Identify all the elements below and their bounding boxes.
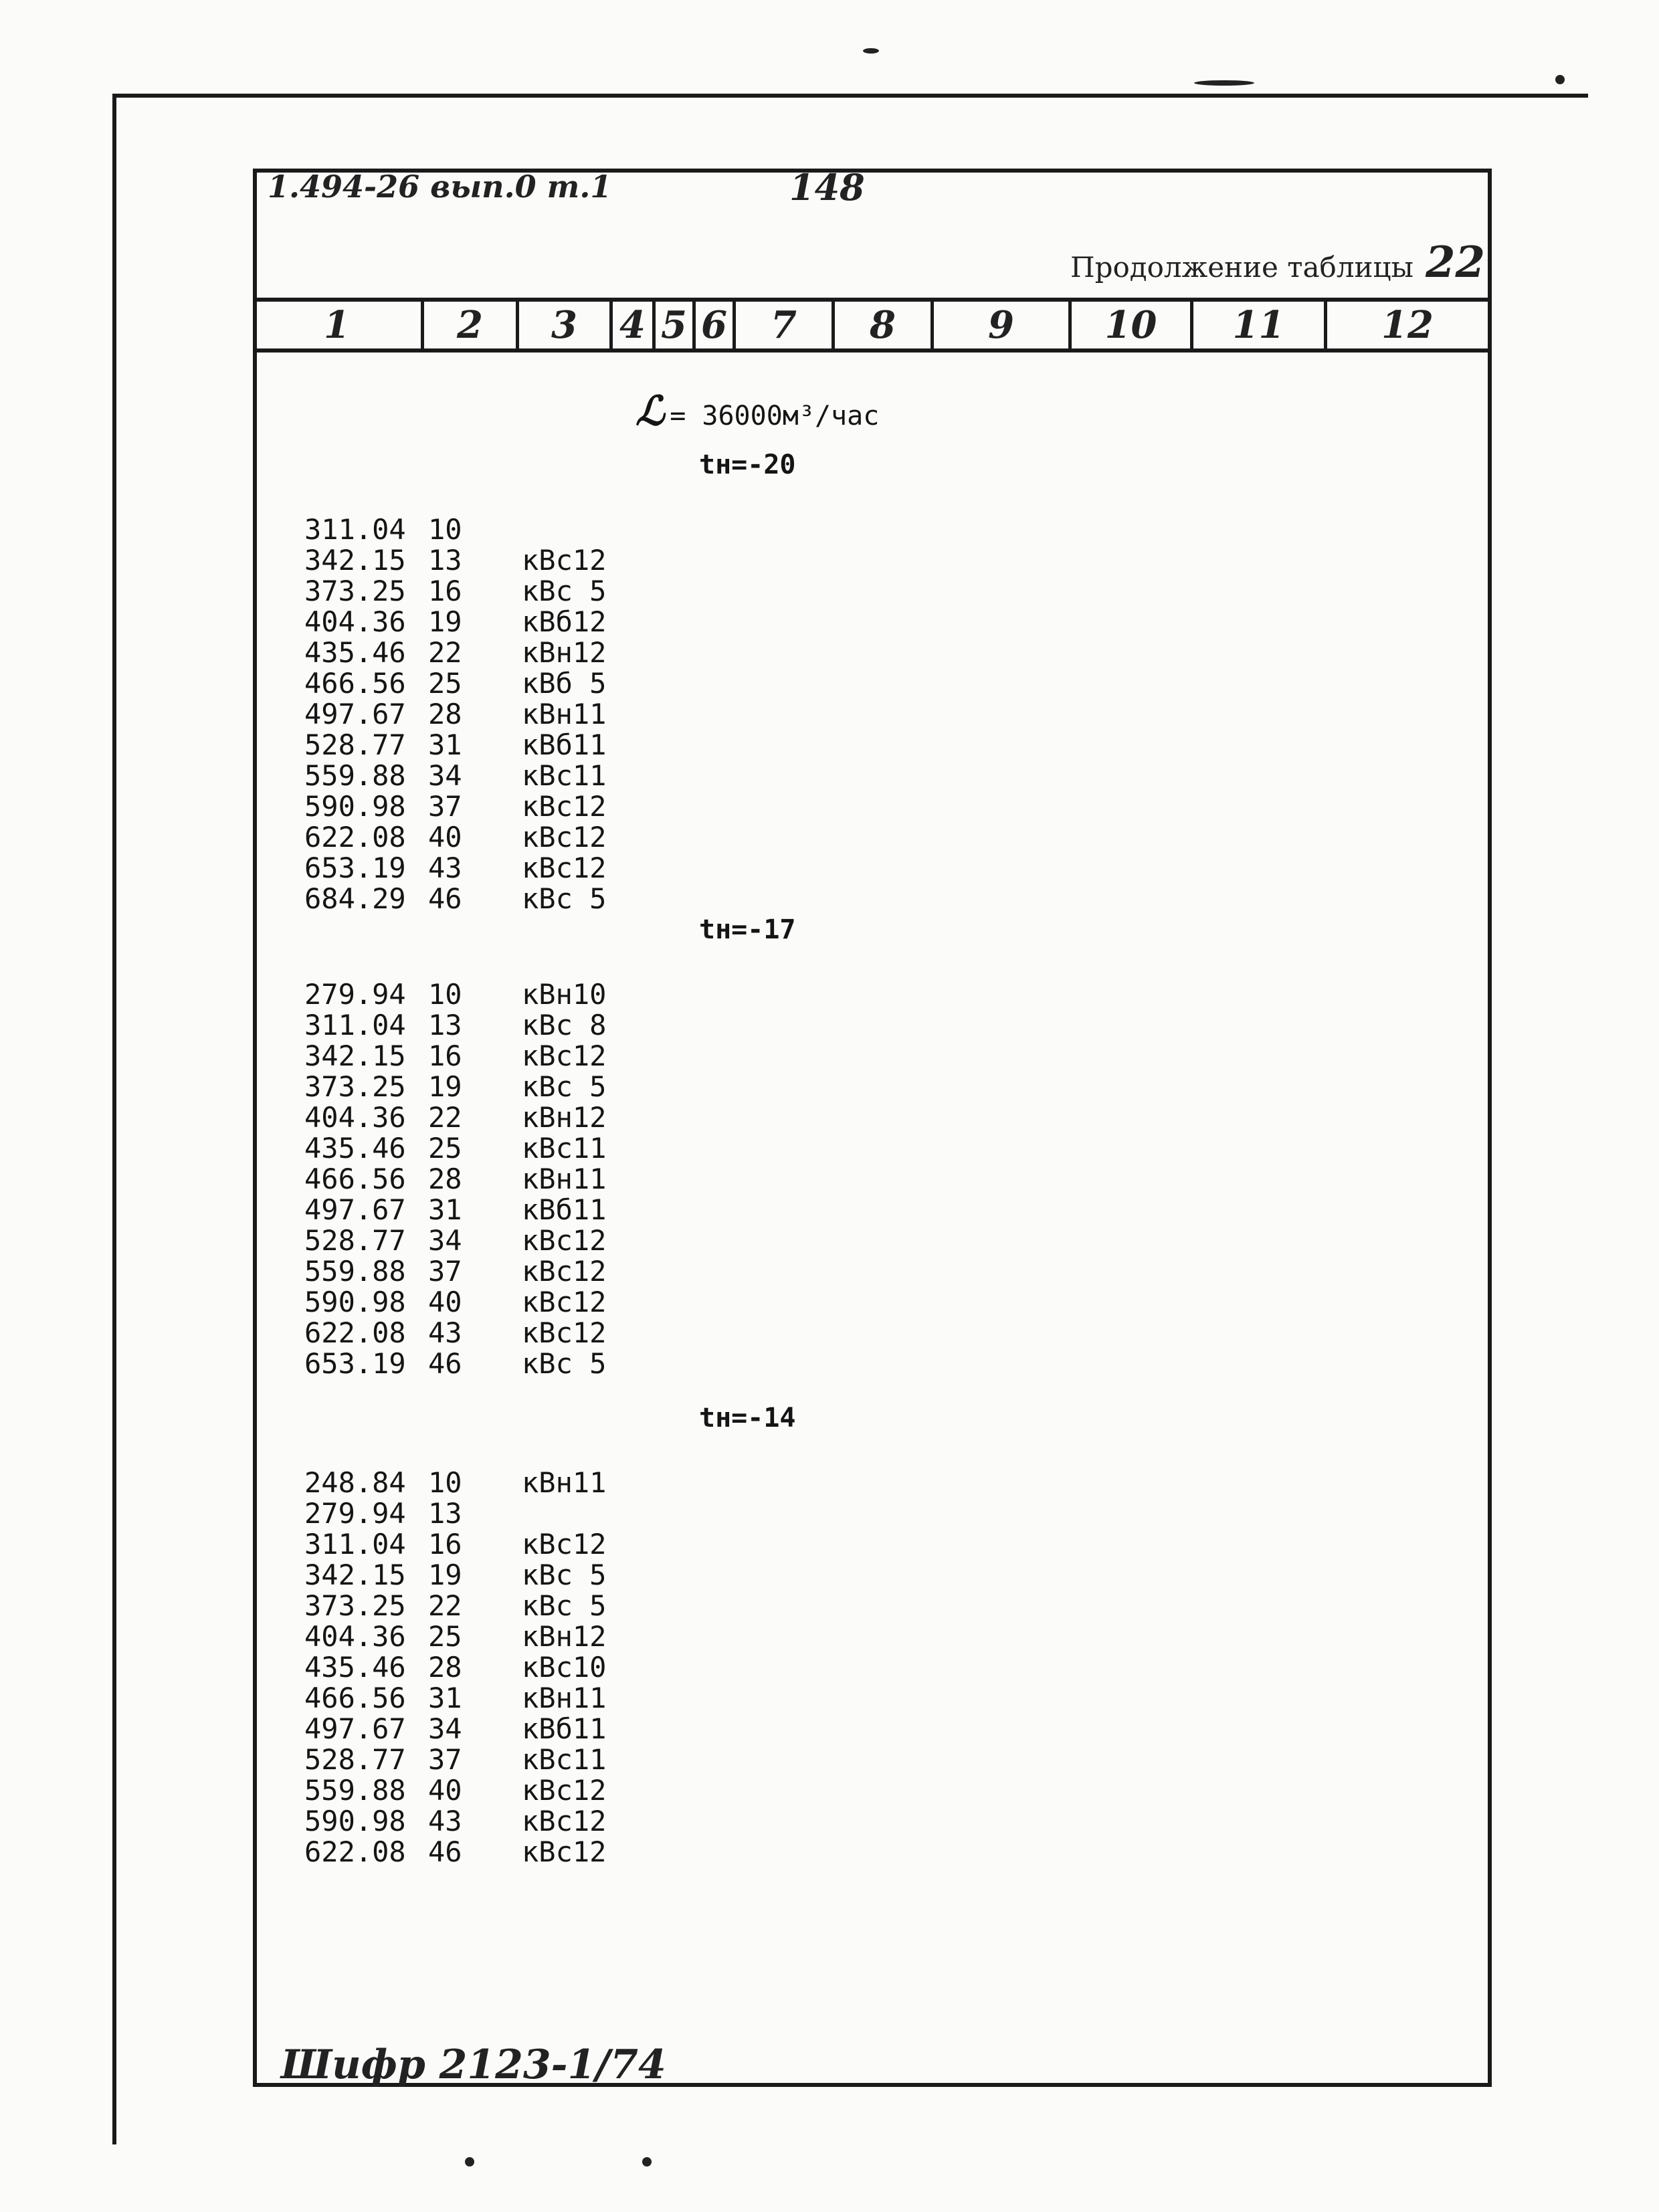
- table-cell: кВб12: [522, 605, 607, 638]
- table-cell: кВн12: [522, 1620, 607, 1653]
- table-cell: 25: [428, 1132, 462, 1165]
- table-cell: кВс 5: [522, 1070, 607, 1103]
- table-cell: 43: [428, 851, 462, 884]
- table-cell: 653.19: [304, 851, 406, 884]
- table-cell: кВс 5: [522, 1559, 607, 1591]
- table-cell: 466.56: [304, 667, 406, 700]
- table-cell: 10: [428, 1466, 462, 1499]
- table-cell: кВс12: [522, 790, 607, 823]
- table-cell: 559.88: [304, 1774, 406, 1807]
- table-cell: 528.77: [304, 1224, 406, 1257]
- table-cell: кВс12: [522, 1805, 607, 1837]
- table-cell: 46: [428, 1835, 462, 1868]
- table-cell: 34: [428, 1712, 462, 1745]
- table-cell: 404.36: [304, 1620, 406, 1653]
- table-cell: кВс12: [522, 1224, 607, 1257]
- table-cell: 404.36: [304, 605, 406, 638]
- column-header: 6: [696, 302, 736, 348]
- table-cell: кВн12: [522, 636, 607, 669]
- table-cell: 22: [428, 1101, 462, 1134]
- column-header: 10: [1072, 302, 1193, 348]
- table-cell: 435.46: [304, 1651, 406, 1684]
- table-cell: 622.08: [304, 1316, 406, 1349]
- table-cell: 31: [428, 1193, 462, 1226]
- table-cell: 559.88: [304, 759, 406, 792]
- table-cell: кВс12: [522, 1316, 607, 1349]
- table-cell: кВс12: [522, 1039, 607, 1072]
- table-cell: 248.84: [304, 1466, 406, 1499]
- column-header: 12: [1381, 303, 1434, 347]
- table-cell: 435.46: [304, 636, 406, 669]
- table-cell: 34: [428, 759, 462, 792]
- table-cell: 311.04: [304, 1528, 406, 1561]
- table-cell: кВс12: [522, 1528, 607, 1561]
- table-cell: 28: [428, 698, 462, 730]
- table-cell: 10: [428, 513, 462, 546]
- table-cell: 373.25: [304, 575, 406, 607]
- table-cell: 590.98: [304, 790, 406, 823]
- table-cell: кВн12: [522, 1101, 607, 1134]
- table-cell: кВс 5: [522, 575, 607, 607]
- table-caption: [1070, 237, 1485, 288]
- table-cell: кВс12: [522, 544, 607, 577]
- table-cell: 16: [428, 575, 462, 607]
- table-cell: 10: [428, 978, 462, 1011]
- table-cell: кВс11: [522, 1132, 607, 1165]
- table-cell: 279.94: [304, 978, 406, 1011]
- table-cell: 40: [428, 1286, 462, 1318]
- table-cell: 22: [428, 1589, 462, 1622]
- table-cell: кВн11: [522, 698, 607, 730]
- cipher-label: Шифр 2123-1/74: [281, 2041, 666, 2088]
- table-cell: 653.19: [304, 1347, 406, 1380]
- table-cell: кВс12: [522, 821, 607, 853]
- table-cell: кВс 5: [522, 1347, 607, 1380]
- table-cell: 373.25: [304, 1070, 406, 1103]
- table-cell: кВн11: [522, 1466, 607, 1499]
- table-cell: 19: [428, 1559, 462, 1591]
- table-cell: 528.77: [304, 728, 406, 761]
- table-cell: 25: [428, 667, 462, 700]
- table-cell: 684.29: [304, 882, 406, 915]
- section-title: tн=-20: [699, 449, 796, 480]
- table-cell: кВс12: [522, 1255, 607, 1288]
- table-cell: 34: [428, 1224, 462, 1257]
- table-cell: 279.94: [304, 1497, 406, 1530]
- table-cell: кВс 5: [522, 1589, 607, 1622]
- table-cell: 342.15: [304, 1039, 406, 1072]
- caption-text: Продолжение таблицы: [1070, 251, 1413, 284]
- table-cell: 37: [428, 790, 462, 823]
- table-cell: кВс12: [522, 1286, 607, 1318]
- table-cell: 40: [428, 821, 462, 853]
- table-cell: 31: [428, 1682, 462, 1714]
- scan-speck: [1194, 80, 1254, 86]
- table-cell: 28: [428, 1163, 462, 1195]
- table-cell: 13: [428, 1497, 462, 1530]
- table-number: 22: [1425, 237, 1485, 288]
- table-cell: 622.08: [304, 1835, 406, 1868]
- column-header: 3: [519, 302, 613, 348]
- table-cell: 43: [428, 1805, 462, 1837]
- table-cell: 311.04: [304, 513, 406, 546]
- table-cell: 16: [428, 1528, 462, 1561]
- table-cell: 31: [428, 728, 462, 761]
- table-cell: кВб11: [522, 1712, 607, 1745]
- table-cell: 342.15: [304, 1559, 406, 1591]
- table-cell: 40: [428, 1774, 462, 1807]
- table-cell: кВб11: [522, 728, 607, 761]
- table-cell: 528.77: [304, 1743, 406, 1776]
- table-cell: 25: [428, 1620, 462, 1653]
- table-cell: кВн11: [522, 1163, 607, 1195]
- page-number: 148: [789, 166, 865, 209]
- table-cell: 28: [428, 1651, 462, 1684]
- table-cell: кВс 5: [522, 882, 607, 915]
- table-cell: 590.98: [304, 1805, 406, 1837]
- table-cell: 590.98: [304, 1286, 406, 1318]
- flow-rate-label: [636, 388, 879, 435]
- table-cell: 373.25: [304, 1589, 406, 1622]
- table-cell: 404.36: [304, 1101, 406, 1134]
- table-cell: 497.67: [304, 1193, 406, 1226]
- table-cell: кВс11: [522, 1743, 607, 1776]
- column-header: 1: [253, 302, 424, 348]
- table-cell: 43: [428, 1316, 462, 1349]
- table-cell: 466.56: [304, 1163, 406, 1195]
- column-header: 9: [934, 302, 1072, 348]
- column-header-row: [253, 298, 1492, 353]
- table-cell: 19: [428, 1070, 462, 1103]
- table-cell: 497.67: [304, 1712, 406, 1745]
- table-cell: 22: [428, 636, 462, 669]
- column-header: 2: [424, 302, 519, 348]
- column-header: 7: [736, 302, 835, 348]
- column-header: 5: [656, 302, 696, 348]
- section-title: tн=-14: [699, 1403, 796, 1433]
- table-cell: 559.88: [304, 1255, 406, 1288]
- column-header: 4: [613, 302, 656, 348]
- table-cell: кВб 5: [522, 667, 607, 700]
- table-cell: 466.56: [304, 1682, 406, 1714]
- table-cell: 342.15: [304, 544, 406, 577]
- table-cell: кВс12: [522, 1774, 607, 1807]
- table-cell: кВс11: [522, 759, 607, 792]
- table-cell: кВн11: [522, 1682, 607, 1714]
- scan-speck: [1555, 75, 1565, 84]
- table-cell: 37: [428, 1743, 462, 1776]
- scan-speck: [642, 2157, 652, 2167]
- table-cell: кВс12: [522, 1835, 607, 1868]
- table-cell: 622.08: [304, 821, 406, 853]
- table-cell: 435.46: [304, 1132, 406, 1165]
- scan-speck: [863, 48, 879, 54]
- flow-symbol-icon: ℒ: [636, 388, 665, 435]
- table-cell: кВн10: [522, 978, 607, 1011]
- table-cell: 497.67: [304, 698, 406, 730]
- table-cell: кВс12: [522, 851, 607, 884]
- scan-speck: [465, 2157, 474, 2167]
- table-cell: кВс10: [522, 1651, 607, 1684]
- document-code: 1.494-26 вып.0 т.1: [268, 169, 612, 205]
- table-cell: кВс 8: [522, 1009, 607, 1041]
- column-header: 11: [1193, 302, 1327, 348]
- section-title: tн=-17: [699, 914, 796, 945]
- table-cell: 16: [428, 1039, 462, 1072]
- table-cell: 311.04: [304, 1009, 406, 1041]
- table-cell: 46: [428, 1347, 462, 1380]
- table-cell: кВб11: [522, 1193, 607, 1226]
- flow-rate-value: = 36000м³/час: [670, 401, 880, 431]
- column-header: 8: [835, 302, 934, 348]
- table-cell: 13: [428, 544, 462, 577]
- table-cell: 19: [428, 605, 462, 638]
- table-cell: 13: [428, 1009, 462, 1041]
- table-cell: 46: [428, 882, 462, 915]
- table-cell: 37: [428, 1255, 462, 1288]
